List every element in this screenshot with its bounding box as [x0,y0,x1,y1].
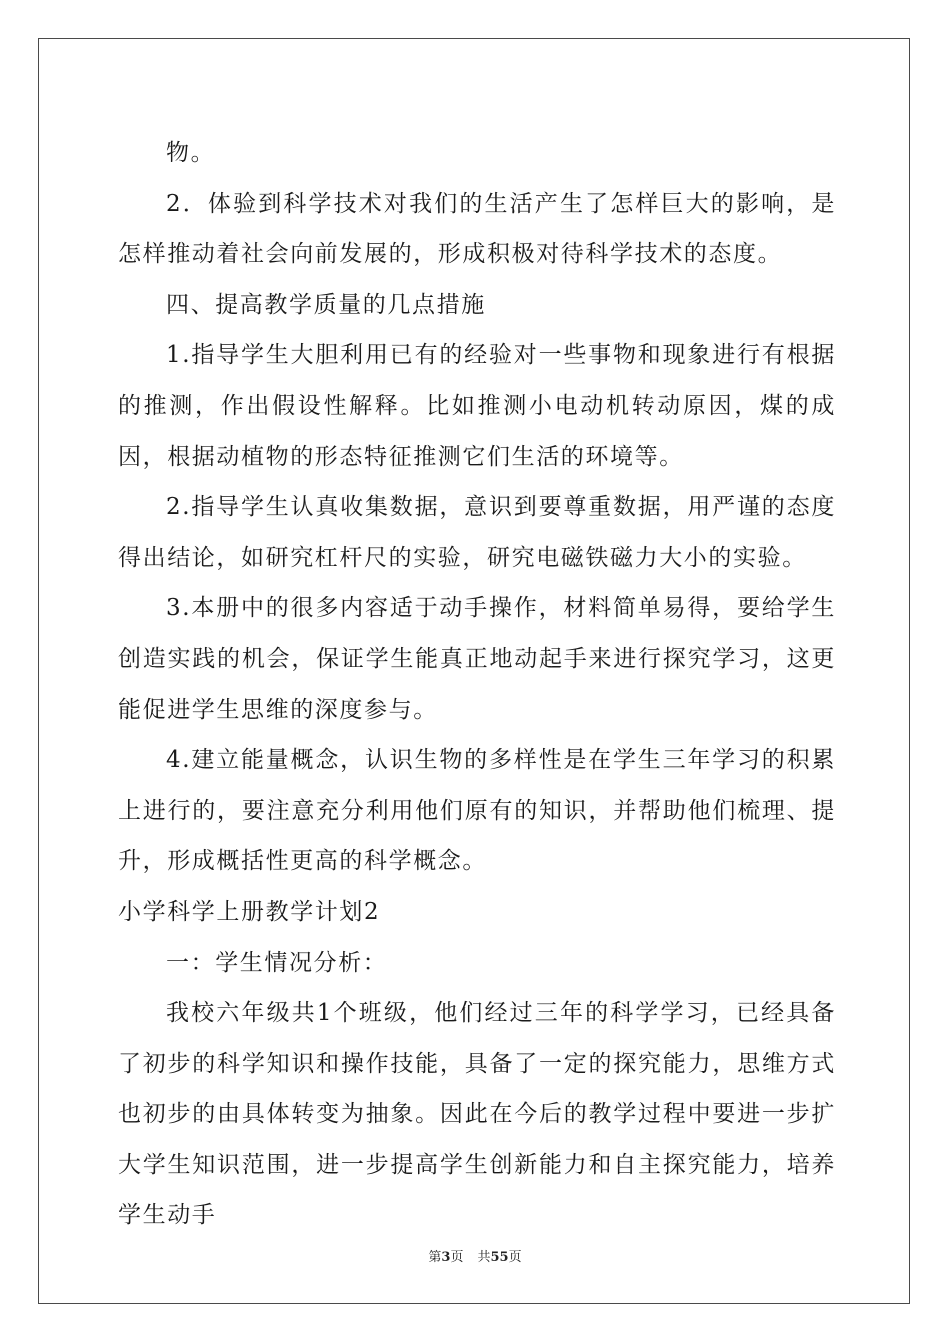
paragraph: 物。 [166,140,216,166]
page-footer [0,1246,950,1265]
total-pages: 55 [490,1250,509,1265]
section-heading: 四、提高教学质量的几点措施 [166,291,486,318]
document-body [118,128,836,1241]
total-prefix: 共 [477,1250,491,1265]
section-heading: 一：学生情况分析： [166,949,388,976]
page-number: 3 [441,1250,451,1265]
paragraph: 1.指导学生大胆利用已有的经验对一些事物和现象进行有根据的推测，作出假设性解释。比如推测小电动机转动原因，煤的成因，根据动植物的形态特征推测它们生活的环境等。 [118,342,836,470]
paragraph: 2．体验到科学技术对我们的生活产生了怎样巨大的影响，是怎样推动着社会向前发展的，形成积极对待科学技术的态度。 [118,190,836,268]
page-prefix: 第 [428,1250,442,1265]
document-title: 小学科学上册教学计划2 [118,898,381,925]
page-suffix: 页 [450,1250,464,1265]
paragraph: 3.本册中的很多内容适于动手操作，材料简单易得，要给学生创造实践的机会，保证学生能真正地动起手来进行探究学习，这更能促进学生思维的深度参与。 [118,595,836,723]
total-suffix: 页 [508,1250,522,1265]
paragraph: 我校六年级共1个班级，他们经过三年的科学学习，已经具备了初步的科学知识和操作技能，具备了一定的探究能力，思维方式也初步的由具体转变为抽象。因此在今后的教学过程中要进一步扩大学生知识范围，进一步提高学生创新能力和自主探究能力，培养学生动手 [118,1000,836,1229]
paragraph: 4.建立能量概念，认识生物的多样性是在学生三年学习的积累上进行的，要注意充分利用他们原有的知识，并帮助他们梳理、提升，形成概括性更高的科学概念。 [118,747,836,875]
paragraph: 2.指导学生认真收集数据，意识到要尊重数据，用严谨的态度得出结论，如研究杠杆尺的实验，研究电磁铁磁力大小的实验。 [118,494,836,571]
